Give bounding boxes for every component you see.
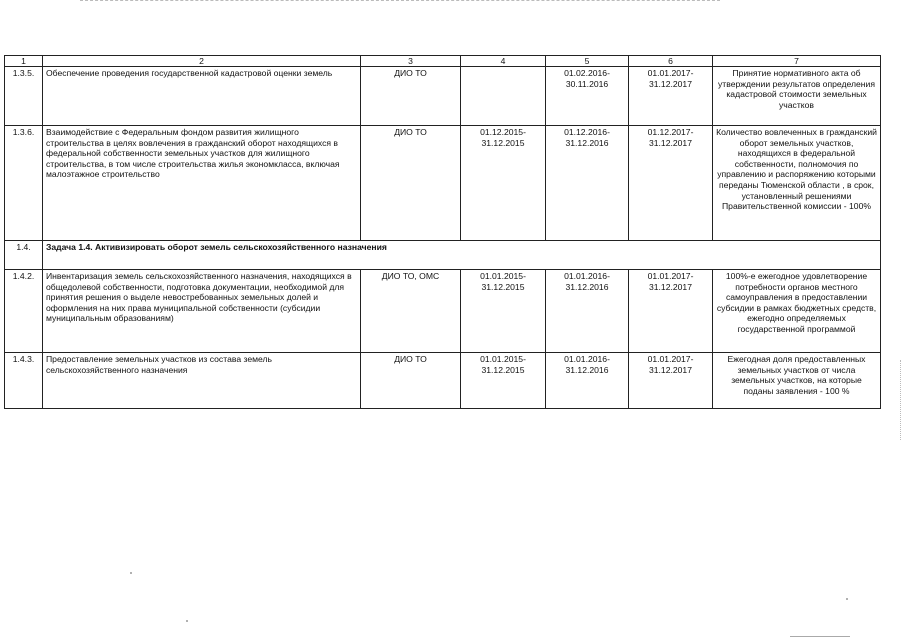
column-number: 4	[461, 56, 546, 67]
period-2017: 01.01.2017-31.12.2017	[629, 270, 713, 353]
activity-title: Предоставление земельных участков из состава земель сельскохозяйственного назначения	[43, 353, 361, 409]
expected-result: 100%-е ежегодное удовлетворение потребности органов местного самоуправления в предоставлении субсидии в рамках бюджетных средств, ежегодно определяемых государственной программой	[713, 270, 881, 353]
row-number: 1.3.6.	[5, 126, 43, 241]
executor-name: ДИО ТО	[361, 353, 461, 409]
executor-cell	[361, 67, 461, 126]
table-row	[5, 270, 881, 353]
period-2015: 01.01.2015-31.12.2015	[461, 353, 546, 409]
scan-artifact-right	[900, 360, 902, 440]
period-2016: 01.02.2016-30.11.2016	[546, 67, 629, 126]
column-number: 3	[361, 56, 461, 67]
row-number: 1.4.3.	[5, 353, 43, 409]
column-number: 6	[629, 56, 713, 67]
executor-name: ДИО ТО	[394, 68, 427, 78]
row-number: 1.4.	[5, 241, 43, 270]
executor-name: ДИО ТО	[361, 126, 461, 241]
period-2015: 01.01.2015-31.12.2015	[461, 270, 546, 353]
row-number: 1.4.2.	[5, 270, 43, 353]
program-table	[4, 55, 881, 409]
table-row	[5, 353, 881, 409]
executor-name: ДИО ТО, ОМС	[361, 270, 461, 353]
column-number: 5	[546, 56, 629, 67]
activity-title: Взаимодействие с Федеральным фондом развития жилищного строительства в целях вовлечения в гражданский оборот находящихся в федеральной собственности земельных участков для жилищного строительства, в том числе строительства жилья экономкласса, включая малоэтажное строительство	[43, 126, 361, 241]
period-2017: 01.01.2017-31.12.2017	[629, 67, 713, 126]
column-number: 2	[43, 56, 361, 67]
expected-result: Принятие нормативного акта об утверждении результатов определения кадастровой стоимости земельных участков	[713, 67, 881, 126]
period-2015	[461, 67, 546, 126]
period-2016: 01.01.2016-31.12.2016	[546, 270, 629, 353]
column-number: 7	[713, 56, 881, 67]
row-number: 1.3.5.	[5, 67, 43, 126]
task-row	[5, 241, 881, 270]
table-row	[5, 67, 881, 126]
period-2017: 01.01.2017-31.12.2017	[629, 353, 713, 409]
scan-artifact-top	[80, 0, 720, 2]
period-2017: 01.12.2017-31.12.2017	[629, 126, 713, 241]
period-2016: 01.01.2016-31.12.2016	[546, 353, 629, 409]
column-number-row	[5, 56, 881, 67]
activity-title: Обеспечение проведения государственной кадастровой оценки земель	[43, 67, 361, 126]
scan-speck	[846, 598, 848, 600]
task-heading: Задача 1.4. Активизировать оборот земель сельскохозяйственного назначения	[43, 241, 881, 270]
period-2015: 01.12.2015-31.12.2015	[461, 126, 546, 241]
scan-speck	[130, 572, 132, 574]
expected-result: Ежегодная доля предоставленных земельных участков от числа земельных участков, на которые поданы заявления - 100 %	[713, 353, 881, 409]
table-row	[5, 126, 881, 241]
scan-artifact-bottom	[790, 636, 850, 638]
scan-speck	[186, 620, 188, 622]
expected-result: Количество вовлеченных в гражданский оборот земельных участков, находящихся в федеральной собственности, полномочия по управлению и распоряжению которыми переданы Тюменской области , в срок, установленный решениями Правительственной комиссии - 100%	[713, 126, 881, 241]
activity-title: Инвентаризация земель сельскохозяйственного назначения, находящихся в общедолевой собственности, подготовка документации, необходимой для принятия решения о выделе невостребованных земельных долей и оформления на них права муниципальной собственности (субсидии муниципальным образованиям)	[43, 270, 361, 353]
column-number: 1	[5, 56, 43, 67]
period-2016: 01.12.2016-31.12.2016	[546, 126, 629, 241]
